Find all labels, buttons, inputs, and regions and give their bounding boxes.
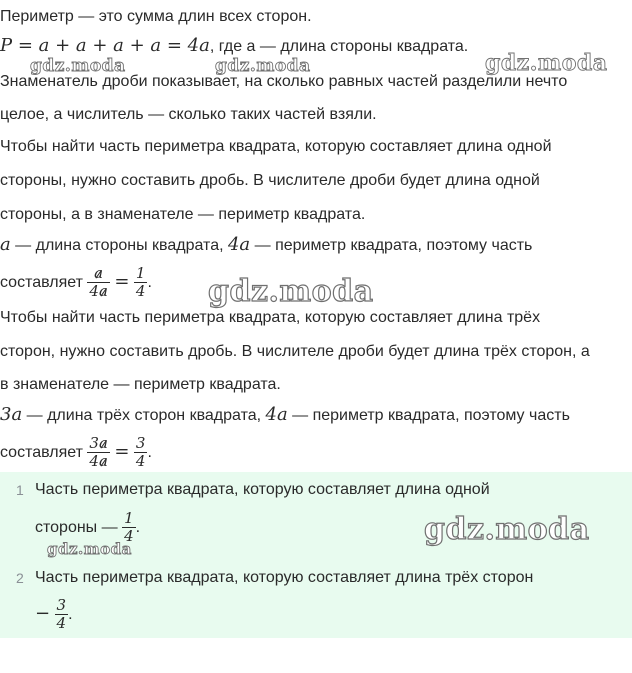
answer-1-denominator: 4 <box>124 527 134 546</box>
cancelled-a-numerator-second: a <box>98 434 108 453</box>
answer-1-numerator: 1 <box>124 509 134 528</box>
answer-number-2: 2 <box>16 570 24 586</box>
fraction-3a-over-4a: $\frac{3a}{4a}$ <box>89 434 108 471</box>
answer-2-numerator: 3 <box>56 596 67 615</box>
fraction-three-quarters <box>134 435 148 470</box>
perimeter-formula-line <box>0 36 468 57</box>
fraction-a-over-4a: $\frac{a}{4a}$ <box>89 264 108 301</box>
paragraph-fraction-meaning-2: целое, а числитель — сколько таких частей взяли. <box>0 106 377 123</box>
cancelled-a-denominator: a <box>98 282 108 301</box>
perimeter-formula: P = a + a + a + a = 4a <box>0 35 210 56</box>
paragraph-one-side-1: Чтобы найти часть периметра квадрата, которую составляет длина одной <box>0 138 552 155</box>
paragraph-side-vs-perimeter <box>0 235 532 256</box>
paragraph-one-side-2: стороны, нужно составить дробь. В числителе дроби будет длина одной <box>0 172 540 189</box>
numerator-coefficient: 3 <box>89 434 99 453</box>
period: . <box>147 274 152 291</box>
watermark-small-1: gdz.moda <box>30 56 126 76</box>
answer-number-1: 1 <box>16 482 24 498</box>
paragraph-three-sides-2: сторон, нужно составить дробь. В числителе дроби будет длина трёх сторон, а <box>0 343 590 360</box>
fraction-denominator-second: 4 <box>135 452 146 471</box>
text-constitutes-second: составляет <box>0 444 83 461</box>
paragraph-perimeter-definition: Периметр — это сумма длин всех сторон. <box>0 8 312 25</box>
answer-2-fraction <box>55 597 69 632</box>
fraction-three-sides-line <box>0 432 152 473</box>
cancelled-a-numerator: a <box>94 264 104 283</box>
paragraph-fraction-meaning-1: Знаменатель дроби показывает, на сколько равных частей разделили нечто <box>0 73 568 90</box>
paragraph-three-sides-3: в знаменателе — периметр квадрата. <box>0 376 281 393</box>
text-perimeter-part: — периметр квадрата, поэтому часть <box>250 237 533 254</box>
paragraph-one-side-3: стороны, а в знаменателе — периметр квадрата. <box>0 206 366 223</box>
formula-explanation: , где a — длина стороны квадрата. <box>209 38 469 55</box>
fraction-numerator: 1 <box>135 264 146 283</box>
equals-sign-second: = <box>114 441 130 462</box>
fraction-one-quarter <box>134 265 148 300</box>
cancelled-a-denominator-second: a <box>98 452 108 471</box>
period-second: . <box>147 444 152 461</box>
text-constitutes: составляет <box>0 274 83 291</box>
var-4a-second: 4a <box>265 404 288 425</box>
answer-1-line-1: Часть периметра квадрата, которую составляет длина одной <box>35 481 490 498</box>
fraction-one-side-line <box>0 262 152 303</box>
answer-2-dash: − <box>35 603 51 624</box>
text-side-length: — длина стороны квадрата, <box>10 237 228 254</box>
answer-1-period: . <box>135 519 141 536</box>
answer-2-period: . <box>68 606 73 623</box>
answer-1-side-text: стороны — <box>35 519 118 536</box>
text-perimeter-part-second: — периметр квадрата, поэтому часть <box>287 407 570 424</box>
equals-sign: = <box>114 271 130 292</box>
watermark-medium-1: gdz.moda <box>485 50 608 76</box>
var-4a: 4a <box>227 234 251 255</box>
fraction-numerator-second: 3 <box>135 434 146 453</box>
paragraph-three-sides-vs-perimeter <box>0 405 570 426</box>
answer-2-line-2 <box>35 594 73 635</box>
watermark-small-2: gdz.moda <box>215 56 311 76</box>
paragraph-three-sides-1: Чтобы найти часть периметра квадрата, которую составляет длина трёх <box>0 309 541 326</box>
answer-2-line-1: Часть периметра квадрата, которую составляет длина трёх сторон <box>35 569 534 586</box>
var-3a: 3a <box>0 404 23 425</box>
text-three-sides-length: — длина трёх сторон квадрата, <box>22 407 266 424</box>
watermark-large-2: gdz.moda <box>424 512 590 547</box>
watermark-small-3: gdz.moda <box>47 540 132 558</box>
watermark-large-1: gdz.moda <box>208 274 374 309</box>
var-a: a <box>0 234 11 255</box>
fraction-denominator: 4 <box>135 282 146 301</box>
answer-2-denominator: 4 <box>56 614 67 633</box>
